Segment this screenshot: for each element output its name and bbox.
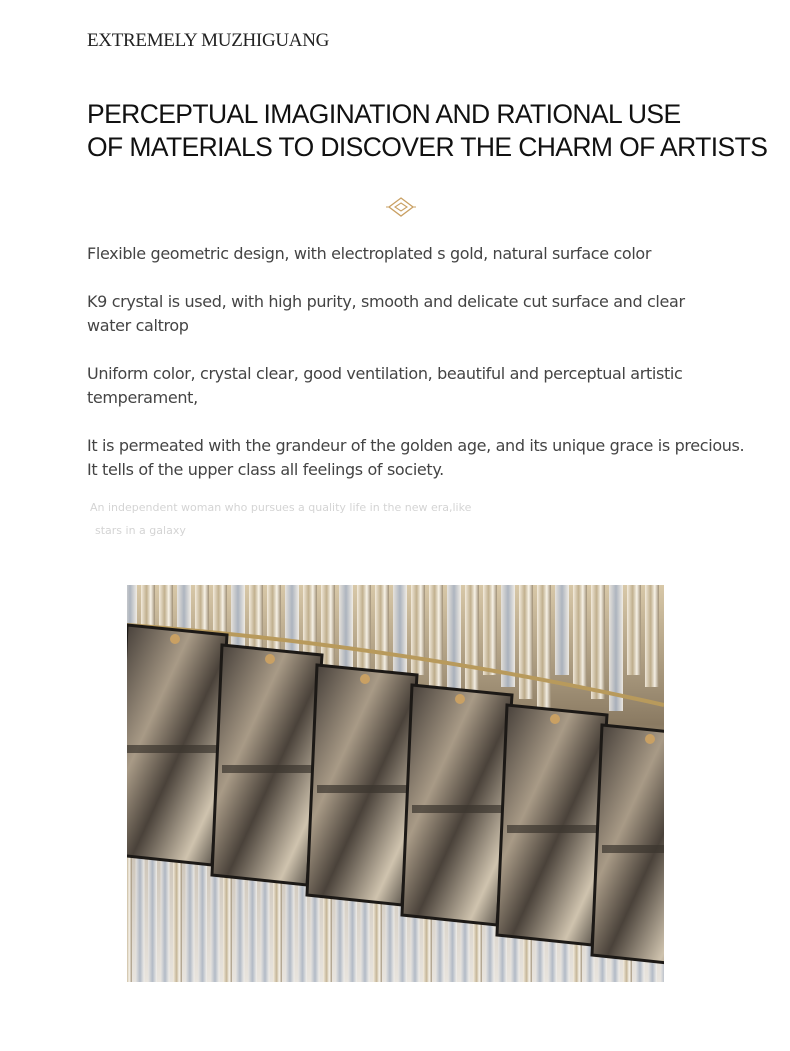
paragraph-line: It is permeated with the grandeur of the golden age, and its unique grace is precious. <box>87 436 745 455</box>
paragraph-line: temperament, <box>87 388 198 407</box>
feature-paragraph-color <box>87 362 747 410</box>
paragraph-line: water caltrop <box>87 316 189 335</box>
feature-paragraph-crystal <box>87 290 747 338</box>
brand-name: EXTREMELY MUZHIGUANG <box>87 30 330 51</box>
paragraph-line: Flexible geometric design, with electroplated s gold, natural surface color <box>87 244 652 263</box>
page-headline <box>87 98 767 164</box>
paragraph-line: Uniform color, crystal clear, good ventilation, beautiful and perceptual artistic <box>87 364 683 383</box>
chandelier-crystal-photo <box>127 585 664 982</box>
paragraph-line: It tells of the upper class all feelings of society. <box>87 460 444 479</box>
faint-caption-line-2: stars in a galaxy <box>95 524 186 537</box>
feature-paragraph-design <box>87 242 747 266</box>
headline-line-1: PERCEPTUAL IMAGINATION AND RATIONAL USE <box>87 99 681 129</box>
faint-caption-line-1: An independent woman who pursues a quality life in the new era,like <box>90 501 472 514</box>
paragraph-line: K9 crystal is used, with high purity, smooth and delicate cut surface and clear <box>87 292 685 311</box>
feature-paragraph-grandeur <box>87 434 747 482</box>
double-diamond-icon <box>386 195 416 219</box>
headline-line-2: OF MATERIALS TO DISCOVER THE CHARM OF ARTISTS <box>87 132 768 162</box>
faint-caption <box>90 496 550 542</box>
